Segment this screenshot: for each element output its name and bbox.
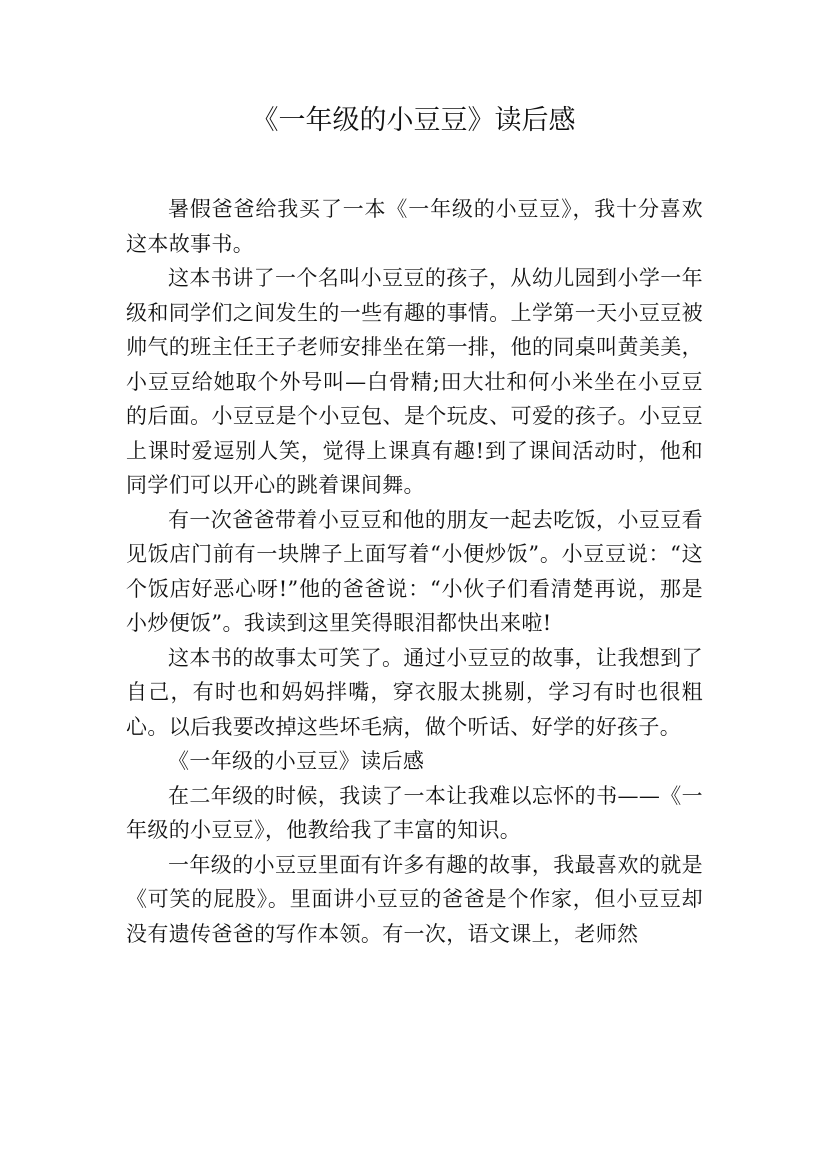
section-subtitle: 《一年级的小豆豆》读后感 xyxy=(168,749,425,773)
document-body xyxy=(126,192,703,951)
paragraph: 一年级的小豆豆里面有许多有趣的故事，我最喜欢的就是《可笑的屁股》。里面讲小豆豆的爸爸是个作家，但小豆豆却没有遗传爸爸的写作本领。有一次，语文课上，老师然 xyxy=(126,852,703,946)
document-title: 《一年级的小豆豆》读后感 xyxy=(251,105,576,136)
paragraph: 有一次爸爸带着小豆豆和他的朋友一起去吃饭，小豆豆看见饭店门前有一块牌子上面写着“小便炒饭”。小豆豆说：“这个饭店好恶心呀!”他的爸爸说：“小伙子们看清楚再说，那是小炒便饭”。我读到这里笑得眼泪都快出来啦! xyxy=(126,507,703,635)
paragraph: 这本书的故事太可笑了。通过小豆豆的故事，让我想到了自己，有时也和妈妈拌嘴，穿衣服太挑剔，学习有时也很粗心。以后我要改掉这些坏毛病，做个听话、好学的好孩子。 xyxy=(126,645,703,739)
paragraph: 这本书讲了一个名叫小豆豆的孩子，从幼儿园到小学一年级和同学们之间发生的一些有趣的事情。上学第一天小豆豆被帅气的班主任王子老师安排坐在第一排，他的同桌叫黄美美，小豆豆给她取个外号叫—白骨精;田大壮和何小米坐在小豆豆的后面。小豆豆是个小豆包、是个玩皮、可爱的孩子。小豆豆上课时爱逗别人笑，觉得上课真有趣!到了课间活动时，他和同学们可以开心的跳着课间舞。 xyxy=(126,266,703,497)
paragraph: 暑假爸爸给我买了一本《一年级的小豆豆》，我十分喜欢这本故事书。 xyxy=(126,197,703,256)
paragraph: 在二年级的时候，我读了一本让我难以忘怀的书——《一年级的小豆豆》，他教给我了丰富的知识。 xyxy=(126,783,703,842)
